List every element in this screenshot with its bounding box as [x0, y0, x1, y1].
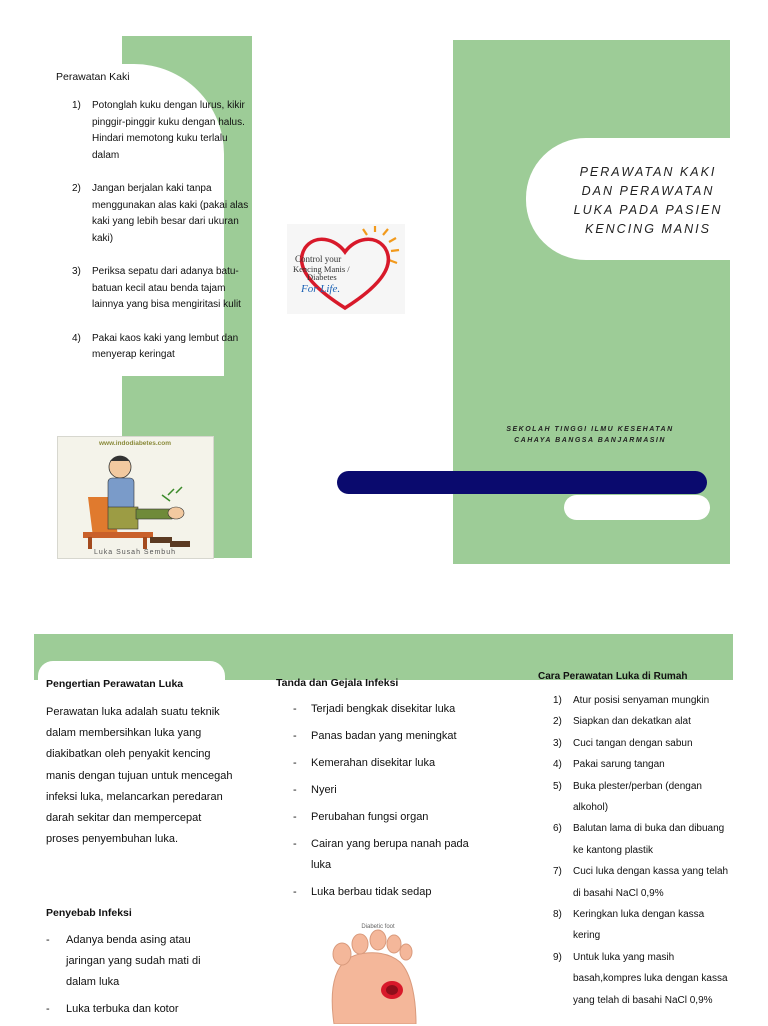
- cartoon-image: [57, 436, 214, 559]
- list-item: 4) Pakai sarung tangan: [553, 759, 665, 771]
- list-item: - Luka terbuka dan kotor: [46, 1003, 179, 1015]
- list-item: - Cairan yang berupa nanah pada luka: [293, 838, 469, 871]
- tanda-list: [293, 699, 483, 909]
- list-item: 3) Cuci tangan dengan sabun: [553, 737, 693, 749]
- penyebab-title: Penyebab Infeksi: [46, 907, 132, 919]
- perawatan-kaki-list: [56, 98, 256, 381]
- list-item: 6) Balutan lama di buka dan dibuang ke kantong plastik: [553, 823, 725, 856]
- list-item: - Luka berbau tidak sedap: [293, 886, 432, 898]
- logo-line1: Control your: [295, 254, 342, 264]
- list-item: - Terjadi bengkak disekitar luka: [293, 703, 456, 715]
- penyebab-list: [46, 930, 226, 1026]
- cara-list: [553, 690, 733, 1011]
- diabetic-foot-illustration: [320, 916, 434, 1024]
- list-item: 1) Atur posisi senyaman mungkin: [553, 695, 710, 706]
- perawatan-kaki-title: Perawatan Kaki: [56, 71, 130, 83]
- list-item: 2) Jangan berjalan kaki tanpa menggunakan alas kaki (pakai alas kaki yang lebih besar dari ukuran kaki): [72, 183, 249, 244]
- list-item: - Adanya benda asing atau jaringan yang sudah mati di dalam luka: [46, 934, 201, 988]
- diabetes-logo: [287, 224, 405, 314]
- cartoon-url: www.indodiabetes.com: [99, 440, 171, 447]
- diabetic-foot-image: [320, 916, 434, 1024]
- list-item: - Nyeri: [293, 784, 337, 796]
- list-item: 3) Periksa sepatu dari adanya batu-batuan kecil atau benda tajam lainnya yang bisa mengiritasi kulit: [72, 266, 241, 310]
- list-item: 7) Cuci luka dengan kassa yang telah di basahi NaCl 0,9%: [553, 866, 729, 899]
- school-name: SEKOLAH TINGGI ILMU KESEHATAN CAHAYA BANGSA BANJARMASIN: [506, 426, 674, 444]
- cara-title: Cara Perawatan Luka di Rumah: [538, 671, 688, 682]
- tanda-title: Tanda dan Gejala Infeksi: [276, 677, 399, 689]
- foot-caption: Diabetic foot: [361, 924, 395, 930]
- logo-line4: For Life.: [301, 283, 341, 295]
- list-item: 5) Buka plester/perban (dengan alkohol): [553, 780, 702, 814]
- heart-logo-icon: [287, 224, 405, 314]
- list-item: 8) Keringkan luka dengan kassa kering: [553, 909, 705, 942]
- list-item: 4) Pakai kaos kaki yang lembut dan menyerap keringat: [72, 332, 239, 360]
- list-item: 2) Siapkan dan dekatkan alat: [553, 716, 691, 728]
- list-item: - Panas badan yang meningkat: [293, 730, 457, 742]
- pengertian-body: Perawatan luka adalah suatu teknik dalam membersihkan luka yang diakibatkan oleh penyakit kencing manis dengan tujuan untuk mencegah infeksi luka, melancarkan peredaran darah sekitar dan mempercepat proses penyembuhan luka.: [46, 706, 233, 846]
- pengertian-title: Pengertian Perawatan Luka: [46, 678, 184, 690]
- navy-decorative-bar: [337, 471, 707, 494]
- cartoon-illustration: [58, 437, 213, 558]
- list-item: - Kemerahan disekitar luka: [293, 757, 436, 769]
- white-decorative-pill: [564, 495, 710, 520]
- logo-line3: Diabetes: [307, 272, 337, 282]
- list-item: 1) Potonglah kuku dengan lurus, kikir pinggir-pinggir kuku dengan halus. Hindari memotong kuku terlalu dalam: [72, 100, 245, 161]
- cartoon-caption: Luka Susah Sembuh: [94, 549, 176, 556]
- cover-title: PERAWATAN KAKI DAN PERAWATAN LUKA PADA PASIEN KENCING MANIS: [573, 165, 723, 236]
- list-item: - Perubahan fungsi organ: [293, 811, 429, 823]
- list-item: 9) Untuk luka yang masih basah,kompres luka dengan kassa yang telah di basahi NaCl 0,9%: [553, 951, 728, 1006]
- logo-line2: Kencing Manis /: [293, 264, 350, 274]
